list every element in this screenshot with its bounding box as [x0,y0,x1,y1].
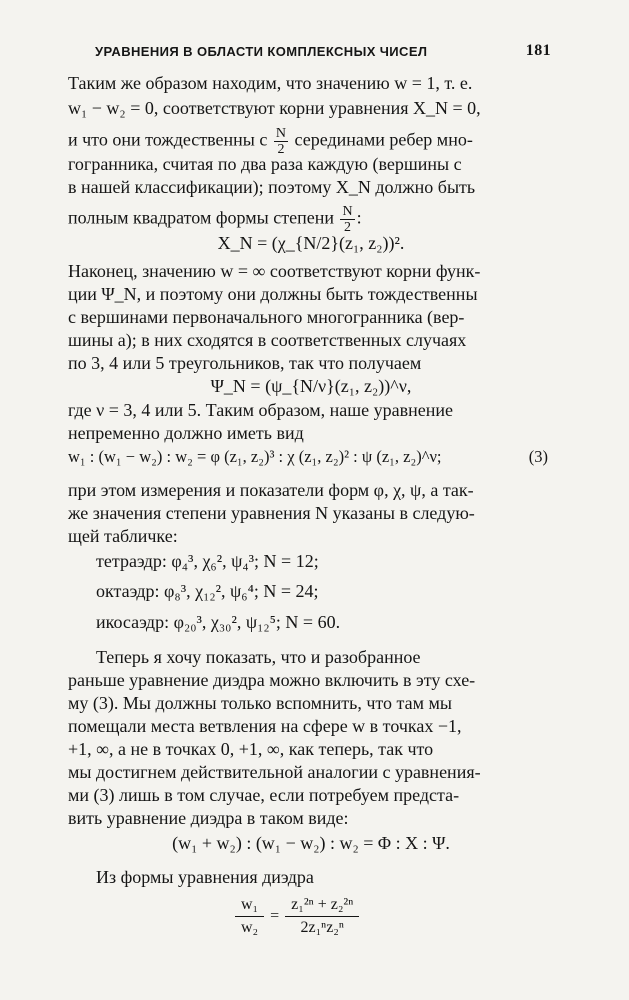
text-line: +1, ∞, а не в точках 0, +1, ∞, как теперь, так что [68,739,434,759]
text-line: ми (3) лишь в том случае, если потребуем предста- [68,785,460,805]
text-line: по 3, 4 или 5 треугольников, так что получаем [68,353,422,373]
text-fragment: полным квадратом формы степени [68,207,334,228]
fraction-denominator: 2 [344,220,352,235]
fraction-denominator: w₂ [241,919,259,936]
text-line: мы достигнем действительной аналогии с уравнения- [68,762,481,782]
text-line: гогранника, считая по два раза каждую (вершины c [68,154,462,174]
text-line: Теперь я хочу показать, что и разобранное [96,647,421,667]
text-line: непременно должно иметь вид [68,423,304,443]
text-fragment: и что они тождественны с [68,129,268,150]
text-line: где ν = 3, 4 или 5. Таким образом, наше уравнение [68,400,454,420]
text-line: помещали места ветвления на сфере w в точках −1, [68,716,462,736]
text-line: Таким же образом находим, что значению w = 1, т. е. [68,73,473,93]
fraction-rhs [285,894,359,939]
fraction-n-over-2 [340,204,354,235]
text-line: в нашей классификации); поэтому X_N должно быть [68,177,476,197]
text-line: полным квадратом формы степени $\frac{N}{2}$ : [68,204,362,235]
text-line: раньше уравнение диэдра можно включить в эту схе- [68,670,476,690]
fraction-denominator: 2z₁ⁿz₂ⁿ [300,919,344,936]
equation: (w₁ + w₂) : (w₁ − w₂) : w₂ = Φ : X : Ψ. [172,833,450,853]
equation [68,446,554,468]
text-line: же значения степени уравнения N указаны в следую- [68,503,475,523]
fraction-lhs [235,894,264,939]
text-line: Наконец, значению w = ∞ соответствуют корни функ- [68,261,481,281]
fraction-numerator: z₁²ⁿ + z₂²ⁿ [285,894,359,917]
fraction-numerator: w₁ [235,894,264,917]
dihedron-equation: $\frac{\text{w₁}}{\text{w₂}}$ = $\frac{\text{z₁²ⁿ + z₂²ⁿ}}{\text{2z₁ⁿz₂ⁿ}}$ [233,894,361,939]
table-row: тетраэдр: φ₄³, χ₆², ψ₄³; N = 12; [96,551,319,571]
table-row: икосаэдр: φ₂₀³, χ₃₀², ψ₁₂⁵; N = 60. [96,612,341,632]
text-line: с вершинами первоначального многогранника (вер- [68,307,465,327]
equation-number: (3) [528,447,548,466]
equation-body: w₁ : (w₁ − w₂) : w₂ = φ (z₁, z₂)³ : χ (z₁, z₂)² : ψ (z₁, z₂)^ν; [68,447,442,466]
header-title: УРАВНЕНИЯ В ОБЛАСТИ КОМПЛЕКСНЫХ ЧИСЕЛ [95,44,428,59]
text-line: вить уравнение диэдра в таком виде: [68,808,349,828]
table-row: октаэдр: φ₈³, χ₁₂², ψ₆⁴; N = 24; [96,581,319,601]
text-line: щей табличке: [68,526,178,546]
text-line: при этом измерения и показатели форм φ, χ, ψ, а так- [68,480,474,500]
text-line: му (3). Мы должны только вспомнить, что там мы [68,693,452,713]
text-line: Из формы уравнения диэдра [96,867,314,887]
fraction-numerator: N [275,126,287,141]
page-number: 181 [525,42,551,59]
text-line: w₁ − w₂ = 0, соответствуют корни уравнения X_N = 0, [68,98,481,118]
text-line: шины a); в них сходятся в соответственных случаях [68,330,467,350]
fraction-numerator: N [342,204,353,219]
fraction-denominator: 2 [277,142,285,157]
equation: Ψ_N = (ψ_{N/ν}(z₁, z₂))^ν, [210,376,412,396]
text-line: ции Ψ_N, и поэтому они должны быть тождественны [68,284,478,304]
text-fragment: серединами ребер мно- [294,129,473,150]
equation: X_N = (χ_{N/2}(z₁, z₂))². [217,233,405,253]
running-header [95,44,551,59]
